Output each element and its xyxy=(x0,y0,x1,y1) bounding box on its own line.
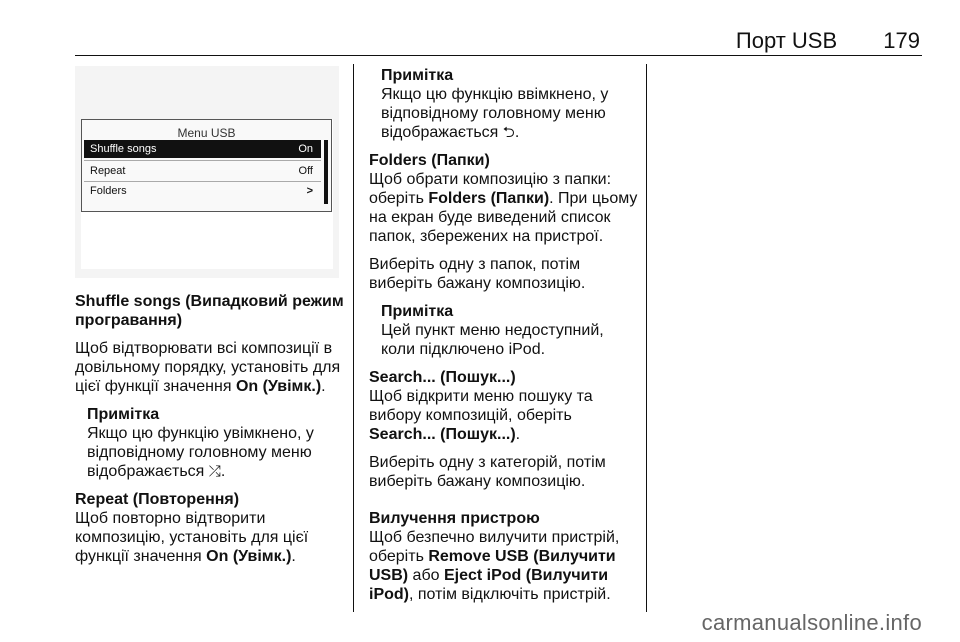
menu-row-label: Shuffle songs xyxy=(90,143,157,155)
chevron-right-icon: > xyxy=(306,185,313,197)
folders-value: Folders (Папки) xyxy=(428,190,550,207)
note-title: Примітка xyxy=(381,303,454,320)
remove-text: Щоб безпечно вилучити пристрій, оберіть xyxy=(369,529,620,565)
search-heading: Search... (Пошук...) xyxy=(369,369,516,386)
note-repeat xyxy=(381,66,641,142)
menu-screen xyxy=(81,119,333,269)
note-text xyxy=(87,424,345,481)
note-text xyxy=(381,85,641,142)
page-number: 179 xyxy=(883,28,920,53)
note-text: Цей пункт меню недоступний, коли підключено iPod. xyxy=(381,322,604,358)
remove-text-3: , потім відключіть пристрій. xyxy=(409,586,611,603)
shuffle-heading: Shuffle songs (Випадковий режим програвання) xyxy=(75,293,344,329)
shuffle-end: . xyxy=(321,378,326,395)
remove-text-2: або xyxy=(408,567,444,584)
left-column xyxy=(75,292,345,575)
search-paragraph xyxy=(369,387,641,444)
folders-heading: Folders (Папки) xyxy=(369,152,490,169)
search-end: . xyxy=(515,426,521,443)
folders-paragraph xyxy=(369,170,641,246)
remove-usb-value: Remove USB (Вилучити USB) xyxy=(369,548,616,584)
menu-separator xyxy=(84,160,321,161)
shuffle-paragraph xyxy=(75,339,345,396)
menu-row-repeat xyxy=(84,162,321,180)
repeat-paragraph xyxy=(75,509,345,566)
repeat-heading: Repeat (Повторення) xyxy=(75,491,240,508)
header-rule xyxy=(75,55,922,56)
search-value: Search... (Пошук...) xyxy=(369,426,516,443)
menu-row-label: Folders xyxy=(90,185,127,197)
menu-frame xyxy=(81,119,332,212)
column-divider-2 xyxy=(646,64,647,612)
shuffle-value: On (Увімк.) xyxy=(235,378,322,395)
repeat-text: Щоб повторно відтворити композицію, установіть для цієї функції значення xyxy=(75,510,309,565)
page-header xyxy=(736,28,920,54)
repeat-end: . xyxy=(291,548,296,565)
remove-paragraph xyxy=(369,528,641,604)
note-body: Якщо цю функцію ввімкнено, у відповідному головному меню відображається xyxy=(381,86,609,141)
note-title: Примітка xyxy=(87,406,160,423)
menu-row-value: On xyxy=(298,143,313,155)
eject-ipod-value: Eject iPod (Вилучити iPod) xyxy=(369,567,609,603)
note-end: . xyxy=(220,463,226,480)
right-column xyxy=(369,66,641,613)
folders-paragraph-2: Виберіть одну з папок, потім виберіть бажану композицію. xyxy=(369,256,586,292)
folders-text-2: . При цьому на екран буде виведений список папок, збережених на пристрої. xyxy=(369,190,638,245)
remove-heading: Вилучення пристрою xyxy=(369,510,540,527)
menu-title: Menu USB xyxy=(177,126,236,140)
menu-row-label: Repeat xyxy=(90,165,126,177)
menu-row-folders xyxy=(84,182,321,200)
column-divider-1 xyxy=(353,64,354,612)
watermark: carmanualsonline.info xyxy=(701,610,922,635)
note-shuffle xyxy=(87,405,345,481)
search-paragraph-2: Виберіть одну з категорій, потім виберіть бажану композицію. xyxy=(369,454,606,490)
note-title: Примітка xyxy=(381,67,454,84)
note-ipod xyxy=(381,302,641,359)
note-body: Якщо цю функцію увімкнено, у відповідному головному меню відображається xyxy=(87,425,314,480)
menu-scrollbar xyxy=(324,140,328,204)
repeat-value: On (Увімк.) xyxy=(206,548,292,565)
section-title: Порт USB xyxy=(735,28,838,53)
menu-row-value: Off xyxy=(298,165,313,177)
shuffle-icon: ⤮ xyxy=(208,463,221,480)
menu-row-shuffle xyxy=(84,140,321,158)
repeat-icon: ⮌ xyxy=(502,124,515,141)
usb-menu-figure xyxy=(75,66,339,278)
note-end: . xyxy=(514,124,520,141)
folders-text: Щоб обрати композицію з папки: оберіть xyxy=(369,171,612,207)
shuffle-text: Щоб відтворювати всі композиції в довільному порядку, установіть для цієї функції значення xyxy=(75,340,341,395)
search-text: Щоб відкрити меню пошуку та вибору композицій, оберіть xyxy=(369,388,593,424)
